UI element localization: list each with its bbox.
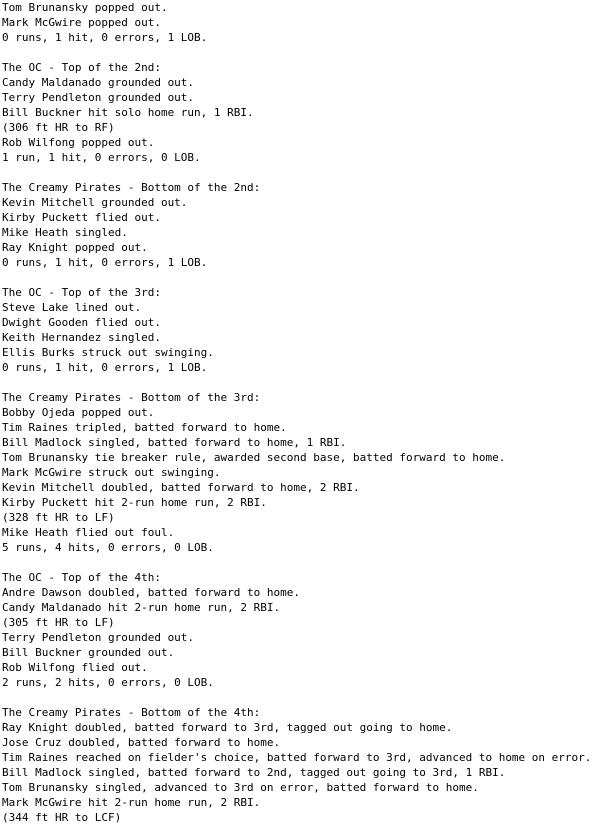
play-line: Mark McGwire hit 2-run home run, 2 RBI.: [2, 796, 261, 809]
inning-summary: 0 runs, 1 hit, 0 errors, 1 LOB.: [2, 361, 208, 374]
play-line: Bill Buckner grounded out.: [2, 646, 175, 659]
play-line: Bill Buckner hit solo home run, 1 RBI.: [2, 106, 254, 119]
blank-line: [2, 555, 608, 570]
blank-line: [2, 165, 608, 180]
play-line: Bill Madlock singled, batted forward to 2nd, tagged out going to 3rd, 1 RBI.: [2, 766, 506, 779]
play-line: Kevin Mitchell grounded out.: [2, 196, 188, 209]
play-line: Terry Pendleton grounded out.: [2, 631, 195, 644]
play-line: Tom Brunansky tie breaker rule, awarded second base, batted forward to home.: [2, 451, 506, 464]
home-run-distance: (344 ft HR to LCF): [2, 811, 122, 824]
blank-line: [2, 270, 608, 285]
play-by-play-log: [2, 0, 608, 825]
blank-line: [2, 690, 608, 705]
inning-summary: 0 runs, 1 hit, 0 errors, 1 LOB.: [2, 31, 208, 44]
home-run-distance: (305 ft HR to LF): [2, 616, 115, 629]
play-line: Mike Heath flied out foul.: [2, 526, 175, 539]
inning-header: The Creamy Pirates - Bottom of the 4th:: [2, 706, 261, 719]
inning-header: The Creamy Pirates - Bottom of the 2nd:: [2, 181, 261, 194]
inning-header: The OC - Top of the 3rd:: [2, 286, 161, 299]
play-line: Kirby Puckett hit 2-run home run, 2 RBI.: [2, 496, 267, 509]
play-line: Steve Lake lined out.: [2, 301, 142, 314]
blank-line: [2, 45, 608, 60]
play-line: Candy Maldanado grounded out.: [2, 76, 195, 89]
play-line: Dwight Gooden flied out.: [2, 316, 161, 329]
inning-summary: 5 runs, 4 hits, 0 errors, 0 LOB.: [2, 541, 214, 554]
play-line: Tim Raines tripled, batted forward to home.: [2, 421, 287, 434]
blank-line: [2, 375, 608, 390]
play-line: Bill Madlock singled, batted forward to home, 1 RBI.: [2, 436, 347, 449]
play-line: Terry Pendleton grounded out.: [2, 91, 195, 104]
play-line: Mike Heath singled.: [2, 226, 128, 239]
play-line: Ray Knight popped out.: [2, 241, 148, 254]
play-line: Keith Hernandez singled.: [2, 331, 161, 344]
play-line: Ray Knight doubled, batted forward to 3rd, tagged out going to home.: [2, 721, 453, 734]
home-run-distance: (306 ft HR to RF): [2, 121, 115, 134]
play-line: Mark McGwire struck out swinging.: [2, 466, 221, 479]
inning-summary: 1 run, 1 hit, 0 errors, 0 LOB.: [2, 151, 201, 164]
play-line: Kevin Mitchell doubled, batted forward to home, 2 RBI.: [2, 481, 360, 494]
play-line: Andre Dawson doubled, batted forward to home.: [2, 586, 301, 599]
play-line: Tim Raines reached on fielder's choice, batted forward to 3rd, advanced to home on error.: [2, 751, 592, 764]
inning-header: The OC - Top of the 2nd:: [2, 61, 161, 74]
play-line: Ellis Burks struck out swinging.: [2, 346, 214, 359]
inning-summary: 0 runs, 1 hit, 0 errors, 1 LOB.: [2, 256, 208, 269]
home-run-distance: (328 ft HR to LF): [2, 511, 115, 524]
play-line: Jose Cruz doubled, batted forward to home.: [2, 736, 281, 749]
play-line: Rob Wilfong popped out.: [2, 136, 155, 149]
play-line: Rob Wilfong flied out.: [2, 661, 148, 674]
play-line: Tom Brunansky singled, advanced to 3rd on error, batted forward to home.: [2, 781, 479, 794]
inning-header: The OC - Top of the 4th:: [2, 571, 161, 584]
play-line: Bobby Ojeda popped out.: [2, 406, 155, 419]
inning-header: The Creamy Pirates - Bottom of the 3rd:: [2, 391, 261, 404]
play-line: Mark McGwire popped out.: [2, 16, 161, 29]
play-line: Kirby Puckett flied out.: [2, 211, 161, 224]
inning-summary: 2 runs, 2 hits, 0 errors, 0 LOB.: [2, 676, 214, 689]
play-line: Tom Brunansky popped out.: [2, 1, 168, 14]
play-line: Candy Maldanado hit 2-run home run, 2 RBI.: [2, 601, 281, 614]
